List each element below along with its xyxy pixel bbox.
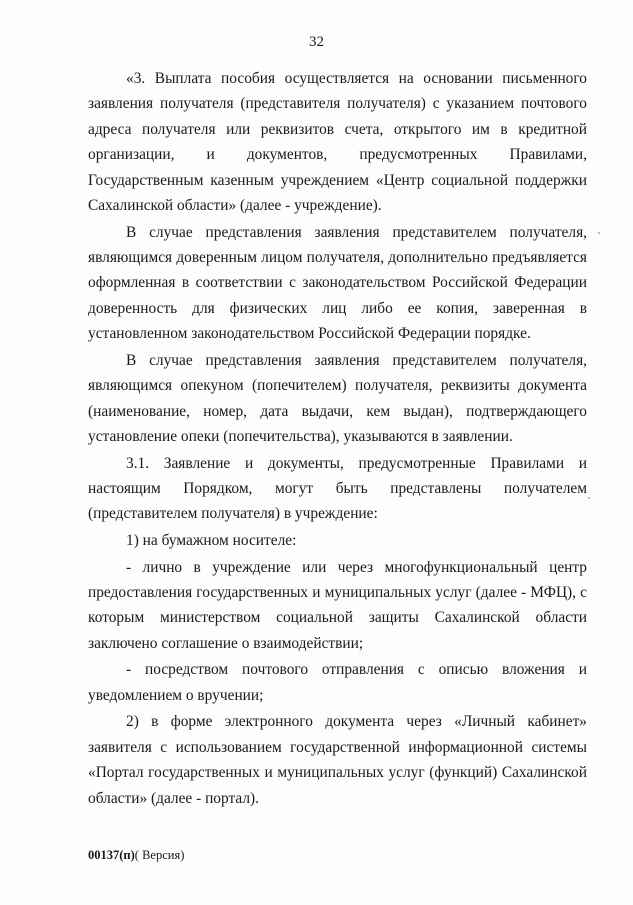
page-number: 32 [309, 34, 324, 50]
paragraph-submission-methods: 3.1. Заявление и документы, предусмотренные Правилами и настоящим Порядком, могут быть представлены получателем (представителем получателя) в учреждение: [88, 454, 587, 523]
document-body [88, 66, 587, 812]
paragraph-proxy-representative: В случае представления заявления представителем получателя, являющимся доверенным лицом получателя, дополнительно предъявляется оформленная в соответствии с законодательством Российской Федерации доверенность для физических лиц либо ее копия, заверенная в установленном законодательством Российской Федерации порядке. [88, 223, 587, 343]
paragraph-payment-basis: «3. Выплата пособия осуществляется на основании письменного заявления получателя (представителя получателя) с указанием почтового адреса получателя или реквизитов счета, открытого им в кредитной организации, и документов, предусмотренных Правилами, Государственным казенным учреждением «Центр социальной поддержки Сахалинской области» (далее - учреждение). [88, 70, 587, 215]
list-item-paper: 1) на бумажном носителе: [126, 532, 297, 550]
list-item-in-person: - лично в учреждение или через многофункциональный центр предоставления государственных и муниципальных услуг (далее - МФЦ), с которым министерством социальной защиты Сахалинской области заключено соглашение о взаимодействии; [88, 558, 587, 652]
document-footer [88, 848, 184, 863]
list-item-electronic: 2) в форме электронного документа через «Личный кабинет» заявителя с использованием государственной информационной системы «Портал государственных и муниципальных услуг (функций) Сахалинской области» (далее - портал). [88, 713, 587, 807]
scan-speck [588, 497, 590, 499]
list-item-post: - посредством почтового отправления с описью вложения и уведомлением о вручении; [88, 661, 587, 704]
scan-speck [598, 232, 600, 234]
paragraph-guardian-representative: В случае представления заявления представителем получателя, являющимся опекуном (попечителем) получателя, реквизиты документа (наименование, номер, дата выдачи, кем выдан), подтверждающего установление опеки (попечительства), указываются в заявлении. [88, 351, 587, 446]
document-version: ( Версия) [134, 848, 185, 862]
document-code: 00137(п) [88, 848, 135, 862]
